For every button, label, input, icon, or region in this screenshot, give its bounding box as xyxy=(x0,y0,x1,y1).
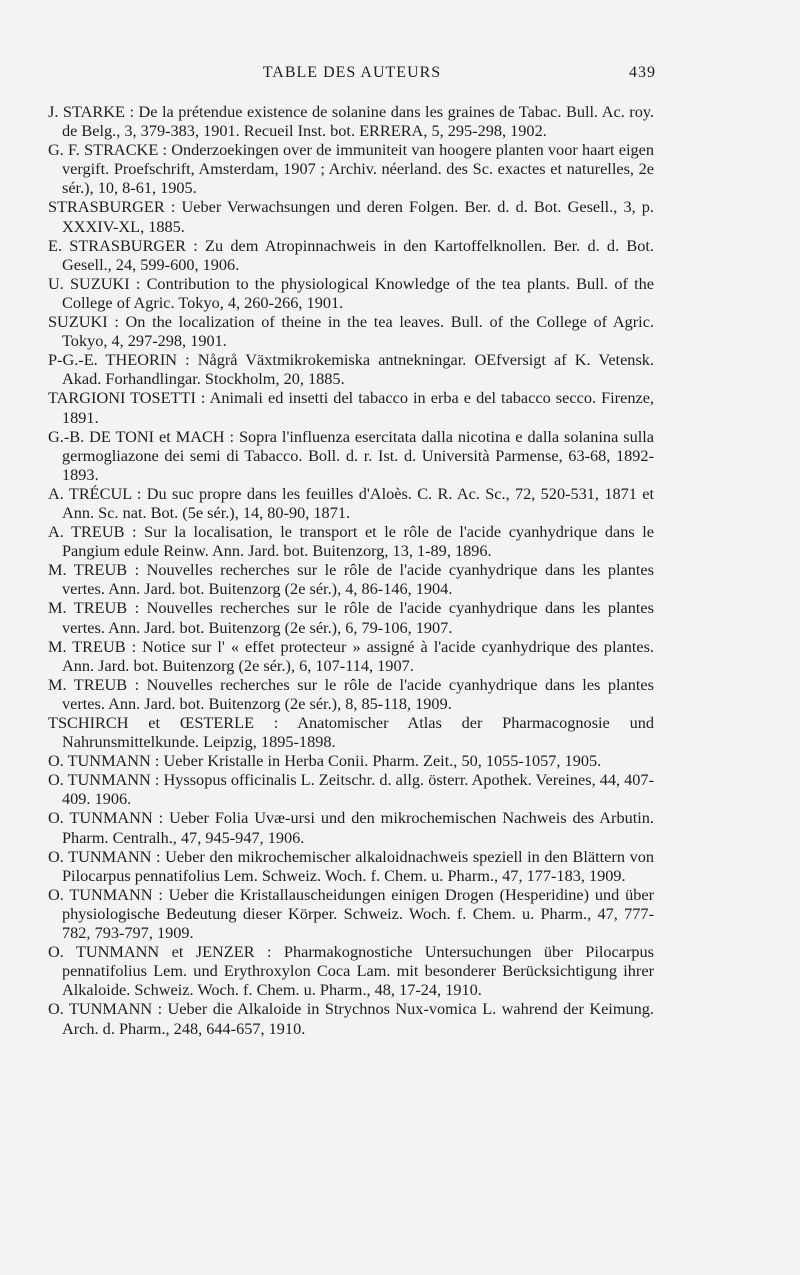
reference-entry: U. SUZUKI : Contribution to the physiological Knowledge of the tea plants. Bull. of the College of Agric. Tokyo, 4, 260-266, 1901. xyxy=(48,273,654,312)
reference-entry: O. TUNMANN : Ueber die Kristallauscheidungen einigen Drogen (Hesperidine) und über physiologische Bedeutung dieser Körper. Schweiz. Woch. f. Chem. u. Pharm., 47, 777-782, 793-797, 1909. xyxy=(48,884,654,943)
reference-entry: M. TREUB : Nouvelles recherches sur le rôle de l'acide cyanhydrique dans les plantes vertes. Ann. Jard. bot. Buitenzorg (2e sér.), 4, 86-146, 1904. xyxy=(48,560,654,599)
reference-entry: TARGIONI TOSETTI : Animali ed insetti del tabacco in erba e del tabacco secco. Firenze, 1891. xyxy=(48,388,654,427)
reference-entry: O. TUNMANN : Ueber den mikrochemischer alkaloidnachweis speziell in den Blättern von Pilocarpus pennatifolius Lem. Schweiz. Woch. f. Chem. u. Pharm., 47, 177-183, 1909. xyxy=(48,846,654,885)
reference-entry: M. TREUB : Nouvelles recherches sur le rôle de l'acide cyanhydrique dans les plantes vertes. Ann. Jard. bot. Buitenzorg (2e sér.), 8, 85-118, 1909. xyxy=(48,674,654,713)
reference-entry: M. TREUB : Nouvelles recherches sur le rôle de l'acide cyanhydrique dans les plantes vertes. Ann. Jard. bot. Buitenzorg (2e sér.), 6, 79-106, 1907. xyxy=(48,598,654,637)
reference-entry: O. TUNMANN et JENZER : Pharmakognostiche Untersuchungen über Pilocarpus pennatifolius Lem. und Erythroxylon Coca Lam. mit besonderer Berücksichtigung ihrer Alkaloide. Schweiz. Woch. f. Chem. u. Pharm., 48, 17-24, 1910. xyxy=(48,942,654,1000)
reference-entry: A. TRÉCUL : Du suc propre dans les feuilles d'Aloès. C. R. Ac. Sc., 72, 520-531, 1871 et Ann. Sc. nat. Bot. (5e sér.), 14, 80-90, 1871. xyxy=(48,483,654,522)
reference-entry: A. TREUB : Sur la localisation, le transport et le rôle de l'acide cyanhydrique dans le Pangium edule Reinw. Ann. Jard. bot. Buitenzorg, 13, 1-89, 1896. xyxy=(48,522,654,561)
reference-entry: P-G.-E. THEORIN : Någrå Växtmikrokemiska antnekningar. OEfversigt af K. Vetensk. Akad. Forhandlingar. Stockholm, 20, 1885. xyxy=(48,350,654,389)
reference-entry: O. TUNMANN : Ueber die Alkaloide in Strychnos Nux-vomica L. wahrend der Keimung. Arch. d. Pharm., 248, 644-657, 1910. xyxy=(48,999,654,1038)
reference-list xyxy=(48,102,654,1038)
page-number: 439 xyxy=(629,64,656,81)
page-header xyxy=(48,64,656,88)
reference-entry: E. STRASBURGER : Zu dem Atropinnachweis in den Kartoffelknollen. Ber. d. d. Bot. Gesell., 24, 599-600, 1906. xyxy=(48,235,654,274)
reference-entry: TSCHIRCH et ŒSTERLE : Anatomischer Atlas der Pharmacognosie und Nahrunsmittelkunde. Leipzig, 1895-1898. xyxy=(48,713,654,752)
reference-entry: J. STARKE : De la prétendue existence de solanine dans les graines de Tabac. Bull. Ac. roy. de Belg., 3, 379-383, 1901. Recueil Inst. bot. ERRERA, 5, 295-298, 1902. xyxy=(48,102,654,141)
reference-entry: M. TREUB : Notice sur l' « effet protecteur » assigné à l'acide cyanhydrique des plantes. Ann. Jard. bot. Buitenzorg (2e sér.), 6, 107-114, 1907. xyxy=(48,636,654,675)
reference-entry: O. TUNMANN : Ueber Kristalle in Herba Conii. Pharm. Zeit., 50, 1055-1057, 1905. xyxy=(48,751,602,771)
reference-entry: O. TUNMANN : Hyssopus officinalis L. Zeitschr. d. allg. österr. Apothek. Vereines, 44, 407-409. 1906. xyxy=(48,770,654,809)
reference-entry: STRASBURGER : Ueber Verwachsungen und deren Folgen. Ber. d. d. Bot. Gesell., 3, p. XXXIV-XL, 1885. xyxy=(48,197,654,236)
reference-entry: G. F. STRACKE : Onderzoekingen over de immuniteit van hoogere planten voor haart eigen vergift. Proefschrift, Amsterdam, 1907 ; Archiv. néerland. des Sc. exactes et naturelles, 2e sér.), 10, 8-61, 1905. xyxy=(48,140,654,198)
reference-entry: SUZUKI : On the localization of theine in the tea leaves. Bull. of the College of Agric. Tokyo, 4, 297-298, 1901. xyxy=(48,312,654,351)
reference-entry: O. TUNMANN : Ueber Folia Uvæ-ursi und den mikrochemischen Nachweis des Arbutin. Pharm. Centralh., 47, 945-947, 1906. xyxy=(48,808,654,847)
reference-entry: G.-B. DE TONI et MACH : Sopra l'influenza esercitata dalla nicotina e dalla solanina sulla germogliazone dei semi di Tabacco. Boll. d. r. Ist. d. Università Parmense, 63-68, 1892-1893. xyxy=(48,426,654,484)
running-title: TABLE DES AUTEURS xyxy=(262,64,442,81)
